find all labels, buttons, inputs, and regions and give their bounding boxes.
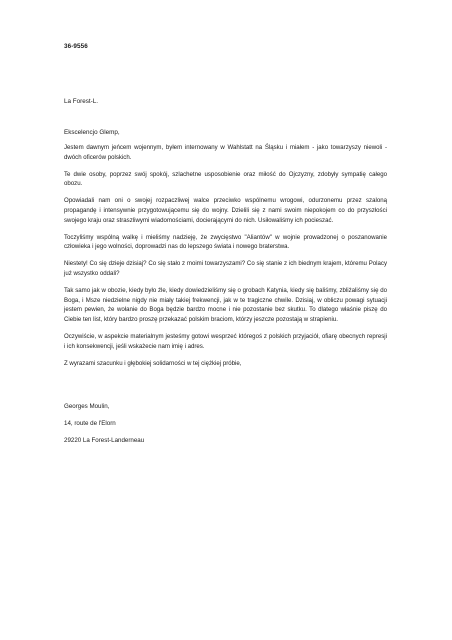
signature-city: 29220 La Forest-Landerneau [64,436,145,444]
signature-block [64,403,144,454]
letter-body [64,143,387,375]
paragraph-3: Opowiadali nam oni o swojej rozpaczliwej walce przeciwko wspólnemu wrogowi, odurzonemu przez szaloną propagandę i intensywnie przygotowującemu się do wojny. Dzielili się z nami swoim niepokojem co do przyszłości swojego kraju oraz straszliwymi wiadomościami, docierającymi do nich. Usiłowaliśmy ich pocieszać. [64,197,387,224]
salutation: Ekscelencjo Glemp, [64,129,120,136]
paragraph-5: Niestety! Co się dzieje dzisiaj? Co się stało z moimi towarzyszami? Co się stanie z ich biednym krajem, któremu Polacy już wszystko oddali? [64,260,387,277]
place-line: La Forest-L. [64,98,98,105]
signature-name: Georges Moulin, [64,403,110,410]
paragraph-1: Jestem dawnym jeńcem wojennym, byłem internowany w Wahlstatt na Śląsku i miałem - jako towarzyszy niewoli - dwóch oficerów polskich. [64,144,387,161]
signature-street: 14, route de l'Elorn [64,419,116,427]
paragraph-4: Toczyliśmy wspólną walkę i mieliśmy nadzieję, że zwycięstwo "Aliantów" w wojnie prowadzonej o poszanowanie człowieka i jego wolności, doprowadzi nas do lepszego świata i nowego braterstwa. [64,233,387,251]
closing-line: Z wyrazami szacunku i głębokiej solidarności w tej ciężkiej próbie, [64,359,242,367]
paragraph-2: Te dwie osoby, poprzez swój spokój, szlachetne usposobienie oraz miłość do Ojczyzny, zdobyły sympatię całego obozu. [64,170,387,188]
paragraph-7: Oczywiście, w aspekcie materialnym jesteśmy gotowi wesprzeć któregoś z polskich przyjaciół, ofiarę obecnych represji i ich konsekwencji, jeśli wskażecie nam imię i adres. [64,332,387,350]
paragraph-6: Tak samo jak w obozie, kiedy było źle, kiedy dowiedzieliśmy się o grobach Katynia, kiedy się baliśmy, zbliżaliśmy się do Boga, i Msze niedzielne nigdy nie miały takiej frekwencji, jak w te tragiczne chwile. Dzisiaj, w obliczu powagi sytuacji jestem pewien, że wołanie do Boga będzie bardzo mocne i nie pozostanie bez skutku. To dlatego właśnie piszę do Ciebie ten list, który bardzo proszę przekazać polskim braciom, którzy jeszcze pozostają w strapieniu. [64,286,387,324]
reference-number: 36-9556 [64,43,88,50]
